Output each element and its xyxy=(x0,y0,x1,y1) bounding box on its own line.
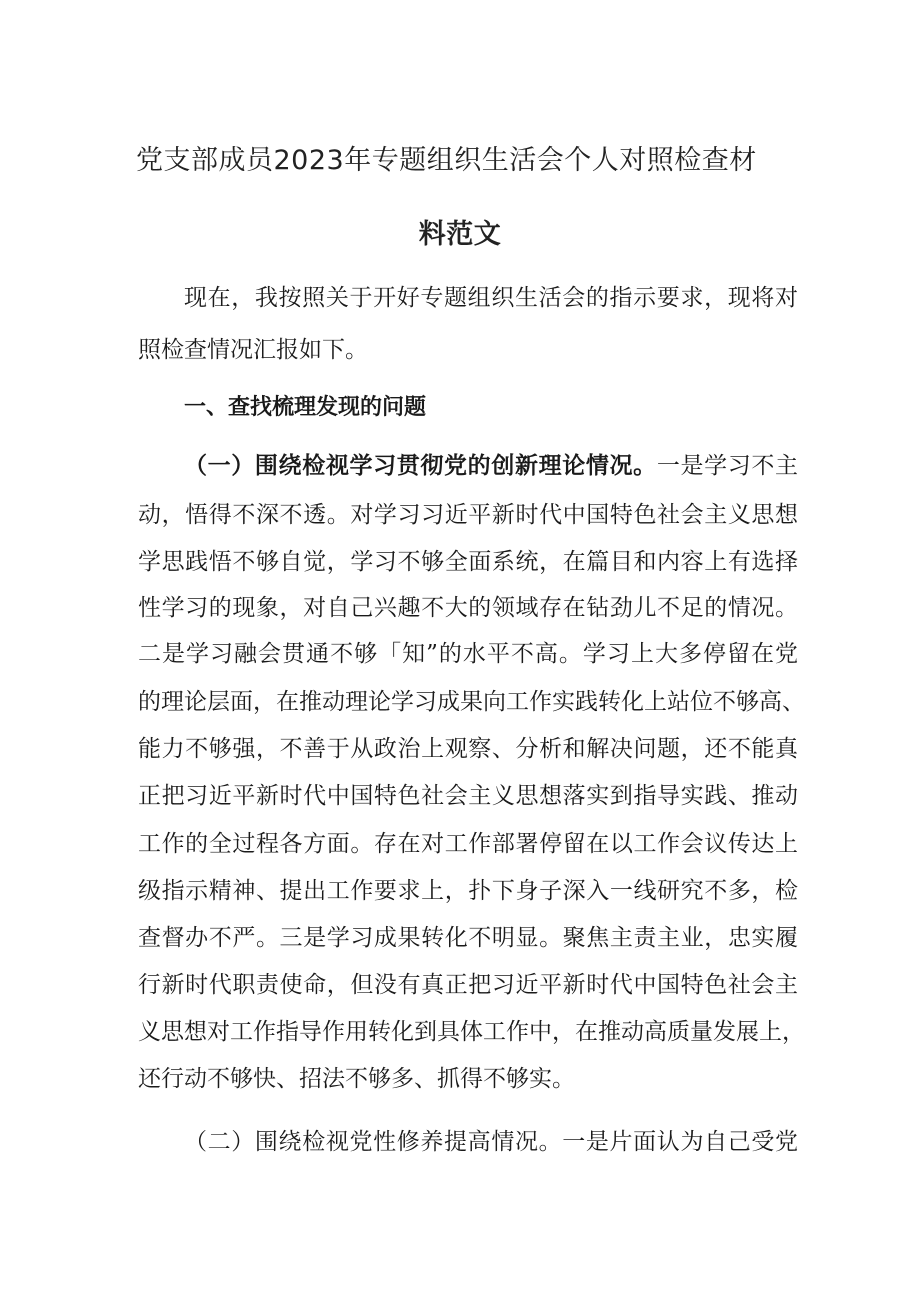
paragraph-line: 义思想对工作指导作用转化到具体工作中，在推动高质量发展上， xyxy=(138,1019,805,1045)
intro-line-2: 照检查情况汇报如下。 xyxy=(138,337,368,363)
paragraph-line: 级指示精神、提出工作要求上，扑下身子深入一线研究不多，检 xyxy=(138,878,798,904)
paragraph-line: 二是学习融会贯通不够「知”的水平不高。学习上大多停留在党 xyxy=(138,641,798,667)
paragraph-line: 动，悟得不深不透。对学习习近平新时代中国特色社会主义思想 xyxy=(138,502,798,528)
paragraph-line-last: 还行动不够快、招法不够多、抓得不够实。 xyxy=(138,1066,575,1092)
paragraph-line: 性学习的现象，对自己兴趣不大的领域存在钻劲儿不足的情况。 xyxy=(138,595,798,621)
paragraph-line: 查督办不严。三是学习成果转化不明显。聚焦主责主业，忠实履 xyxy=(138,925,798,951)
paragraph-line: 工作的全过程各方面。存在对工作部署停留在以工作会议传达上 xyxy=(138,831,798,857)
sub-section-1-first-line-text: 一是学习不主 xyxy=(656,453,799,479)
paragraph-line: 能力不够强，不善于从政治上观察、分析和解决问题，还不能真 xyxy=(138,736,798,762)
sub-section-1-heading: （一）围绕检视学习贯彻党的创新理论情况。 xyxy=(184,453,657,479)
document-title-line-1: 党支部成员2023年专题组织生活会个人对照检查材 xyxy=(136,145,757,176)
document-title-line-2: 料范文 xyxy=(418,219,502,250)
paragraph-line: 的理论层面，在推动理论学习成果向工作实践转化上站位不够高、 xyxy=(138,689,805,715)
section-heading-1: 一、查找梳理发现的问题 xyxy=(184,395,427,420)
sub-section-2-first-line: （二）围绕检视党性修养提高情况。一是片面认为自己受党 xyxy=(184,1129,798,1155)
intro-line-1: 现在，我按照关于开好专题组织生活会的指示要求，现将对 xyxy=(184,285,798,311)
paragraph-line: 正把习近平新时代中国特色社会主义思想落实到指导实践、推动 xyxy=(138,783,798,809)
sub-section-1-first-line xyxy=(184,446,798,486)
paragraph-line: 学思践悟不够自觉，学习不够全面系统，在篇目和内容上有选择 xyxy=(138,549,798,575)
paragraph-line: 行新时代职责使命，但没有真正把习近平新时代中国特色社会主 xyxy=(138,972,798,998)
